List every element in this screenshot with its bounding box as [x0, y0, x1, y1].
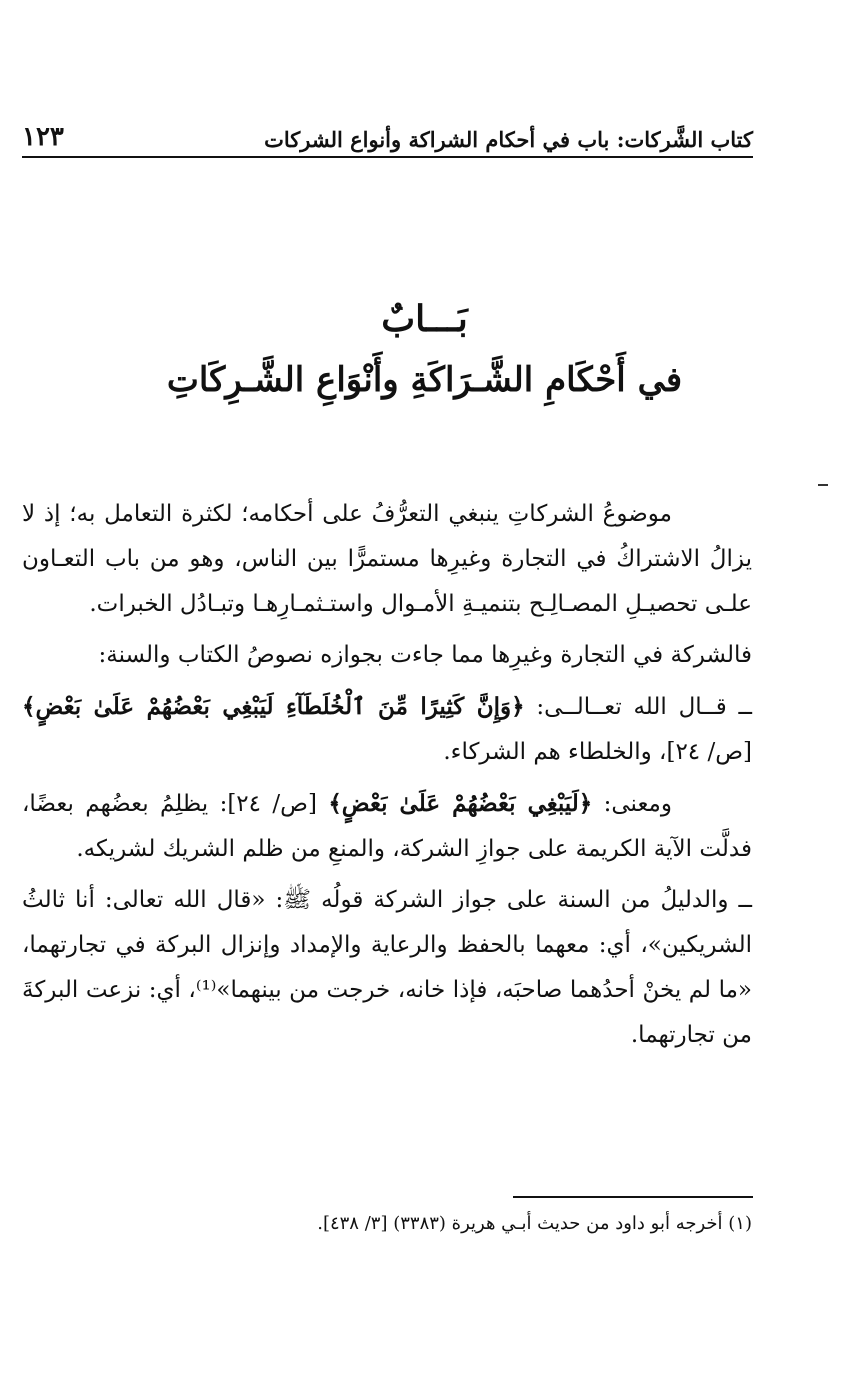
chapter-title: في أَحْكَامِ الشَّـرَاكَةِ وأَنْوَاعِ الشَّـرِكَاتِ: [166, 360, 683, 400]
paragraph-intro: موضوعُ الشركاتِ ينبغي التعرُّفُ على أحكامه؛ لكثرة التعامل به؛ إذ لا يزالُ الاشتراكُ في التجارة وغيرِها مستمرًّا بين الناس، وهو من باب التعـاون علـى تحصيـلِ المصـالِـح بتنميـةِ الأمـوال واستـثمـارِهـا وتبـادُل الخبرات.: [22, 501, 752, 617]
quran-verse: ﴿وَإِنَّ كَثِيرًا مِّنَ ٱلْخُلَطَآءِ لَيَبْغِي بَعْضُهُمْ عَلَىٰ بَعْضٍ﴾: [22, 693, 525, 720]
footnote: (١) أخرجه أبو داود من حديث أبـي هريرة (٣٣٨٣) [٣/ ٤٣٨].: [317, 1213, 752, 1234]
running-title: كتاب الشَّركات: باب في أحكام الشراكة وأنواع الشركات: [264, 127, 753, 152]
page-number: ١٢٣: [22, 122, 64, 152]
paragraph-quran-evidence: [22, 684, 752, 775]
paragraph-evidence-intro: فالشركة في التجارة وغيرِها مما جاءت بجوازه نصوصُ الكتاب والسنة:: [98, 642, 752, 668]
main-text: [22, 492, 752, 1058]
quran-reference-text: [ص/ ٢٤]، والخلطاء هم الشركاء.: [443, 739, 752, 765]
margin-mark: [818, 484, 828, 486]
paragraph-verse-meaning: [22, 781, 752, 872]
page-header: [22, 108, 753, 158]
chapter-label: بَـــابٌ: [381, 298, 468, 340]
footnote-divider: [513, 1196, 753, 1198]
meaning-text: [ص/ ٢٤]: يظلِمُ بعضُهم بعضًا، فدلَّت الآية الكريمة على جوازِ الشركة، والمنعِ من ظلم الشريك لشريكه.: [22, 791, 752, 862]
paragraph-sunnah-evidence: ــ والدليلُ من السنة على جواز الشركة قولُه ﷺ: «قال الله تعالى: أنا ثالثُ الشريكين»، أي: معهما بالحفظ والرعاية والإمداد وإنزال البركة في تجارتهما، «ما لم يخنْ أحدُهما صاحبَه، فإذا خانه، خرجت من بينهما»⁽¹⁾، أي: نزعت البركةَ من تجارتهما.: [22, 887, 752, 1048]
meaning-lead-text: ومعنى:: [592, 791, 672, 817]
quran-lead-text: ــ قــال الله تعــالــى:: [524, 694, 752, 720]
quran-verse-excerpt: ﴿لَيَبْغِي بَعْضُهُمْ عَلَىٰ بَعْضٍ﴾: [328, 790, 593, 817]
